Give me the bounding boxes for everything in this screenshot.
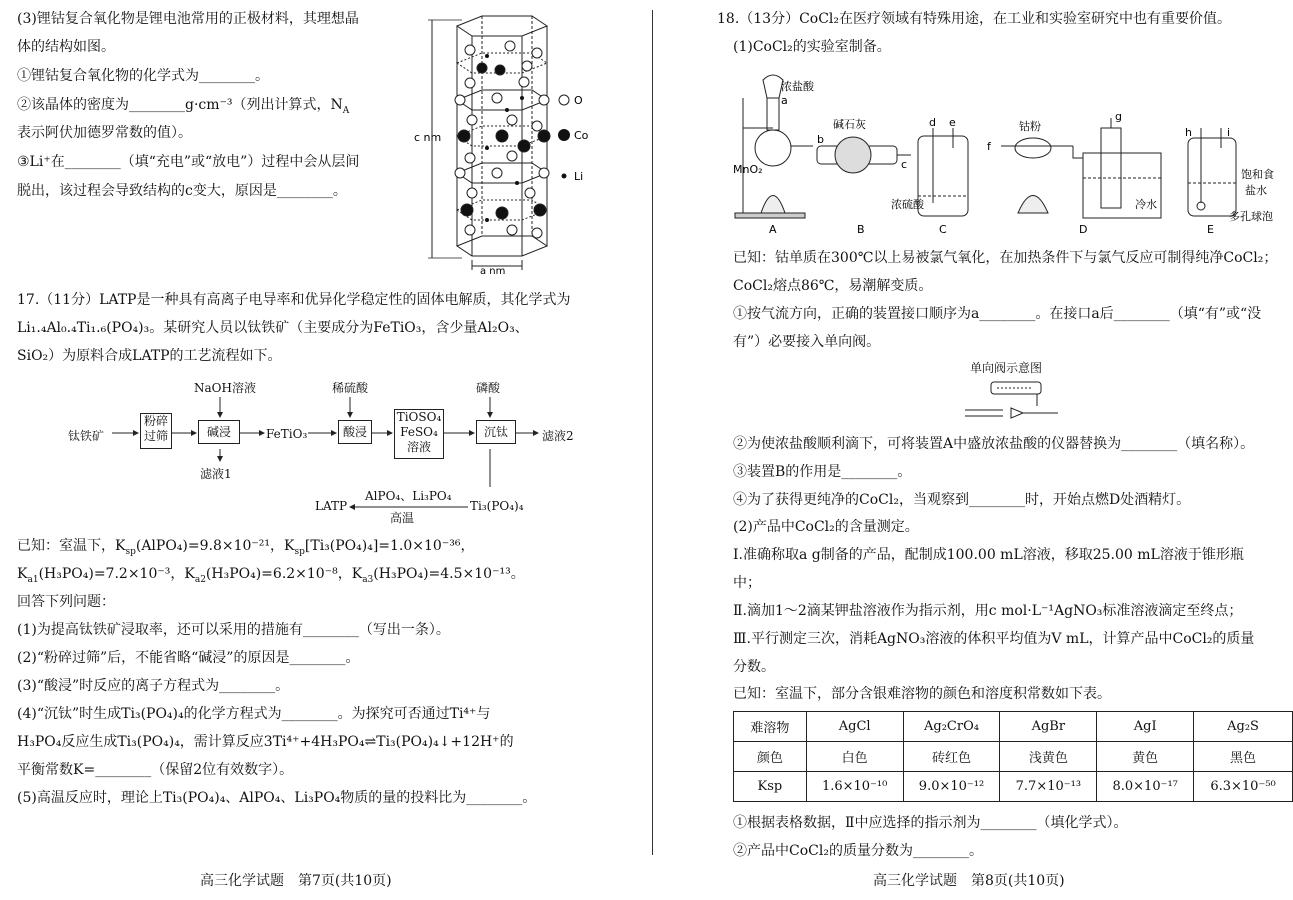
table-cell: AgCl: [806, 712, 903, 742]
q16-line-4: ②该晶体的密度为________g·cm⁻³（列出计算式，$N_A$: [17, 97, 350, 116]
table-cell: Ag₂S: [1194, 712, 1293, 742]
q16-line-5: 表示阿伏加德罗常数的值）。: [17, 125, 192, 141]
q18-q1-line-a: ①按气流方向，正确的装置接口顺序为a________。在接口a后________（填“有”或“没: [733, 306, 1262, 322]
label-port-b: b: [817, 133, 824, 146]
flow-high-temp: 高温: [390, 511, 415, 525]
q17-known-2: $K_{a1}(H_3PO_4)=7.2\times 10^{-3}$，$K_{a2}(H_3PO_4)=6.2\times 10^{-8}$，$K_{a3}(H_3PO_4)=4.5\times 10^{-13}$。: [17, 566, 525, 585]
flow-filtrate2: 滤液2: [542, 429, 574, 443]
label-brine-1: 饱和食: [1241, 168, 1274, 181]
q18-answer-1: ①根据表格数据，Ⅱ中应选择的指示剂为________（填化学式）。: [733, 815, 1128, 831]
q17-sub-4c: 平衡常数K=________（保留2位有效数字）。: [17, 762, 294, 778]
legend-o-label: O: [574, 94, 583, 107]
c-length-label: c nm: [414, 131, 442, 144]
label-port-i: i: [1227, 126, 1231, 139]
q17-known-1: 已知：室温下，$K_{sp}(AlPO_4)=9.8\times 10^{-21}$，$K_{sp}[Ti_3(PO_4)_4]=1.0\times 10^{-36}$，: [17, 538, 475, 557]
q17-line-2: Li₁.₄Al₀.₄Ti₁.₆(PO₄)₃。某研究人员以钛铁矿（主要成分为FeTiO₃，含少量Al₂O₃、: [17, 320, 529, 336]
right-page-footer: 高三化学试题 第8页(共10页): [873, 873, 1065, 889]
q18-line-2: (1)CoCl₂的实验室制备。: [733, 39, 891, 55]
label-mno2: MnO₂: [733, 163, 763, 176]
q16-line-3: ①锂钴复合氧化物的化学式为________。: [17, 68, 269, 84]
q16-line-7: 脱出，该过程会导致结构的c变大，原因是________。: [17, 183, 347, 199]
flow-dilute-acid: 稀硫酸: [332, 381, 369, 395]
q17-line-3: SiO₂）为原料合成LATP的工艺流程如下。: [17, 348, 282, 364]
label-brine-2: 盐水: [1245, 184, 1267, 197]
legend-co-label: Co: [574, 129, 589, 142]
legend-li-label: Li: [574, 170, 584, 183]
table-cell: 6.3×10⁻⁵⁰: [1194, 772, 1293, 802]
label-port-g: g: [1115, 110, 1122, 123]
flow-crush-box: 粉碎 过筛: [140, 413, 172, 449]
q18-q2: ②为使浓盐酸顺利滴下，可将装置A中盛放浓盐酸的仪器替换为________（填名称）。: [733, 436, 1255, 452]
flow-ore: 钛铁矿: [68, 429, 105, 443]
label-port-f: f: [987, 140, 991, 153]
q18-known-3: 已知：室温下，部分含银难溶物的颜色和溶度积常数如下表。: [733, 686, 1111, 702]
flow-filtrate1: 滤液1: [200, 467, 232, 481]
label-device-e: E: [1207, 223, 1214, 236]
legend-co-icon: [558, 129, 570, 141]
q18-q4: ④为了获得更纯净的CoCl₂，当观察到________时，开始点燃D处酒精灯。: [733, 492, 1191, 508]
label-co-powder: 钴粉: [1019, 120, 1041, 133]
label-device-a: A: [769, 223, 777, 236]
q17-line-1: 17.（11分）LATP是一种具有高离子电导率和优异化学稳定性的固体电解质，其化学式为: [17, 292, 571, 308]
label-port-e: e: [949, 116, 956, 129]
label-conc-hcl: 浓盐酸: [781, 80, 814, 93]
flow-phosphoric-acid: 磷酸: [476, 381, 501, 395]
table-cell: 黑色: [1194, 742, 1293, 772]
q18-q3: ③装置B的作用是________。: [733, 464, 912, 480]
q16-line-6: ③Li⁺在________（填“充电”或“放电”）过程中会从层间: [17, 154, 360, 170]
label-port-h: h: [1185, 126, 1192, 139]
flow-naoh: NaOH溶液: [194, 381, 256, 395]
label-device-d: D: [1079, 223, 1088, 236]
valve-title: 单向阀示意图: [970, 361, 1043, 375]
crystal-structure-figure: [412, 8, 612, 278]
q18-answer-2: ②产品中CoCl₂的质量分数为________。: [733, 843, 983, 859]
page-divider: [652, 10, 653, 855]
q17-sub-4b: H₃PO₄反应生成Ti₃(PO₄)₄，需计算反应3Ti⁴⁺+4H₃PO₄⇌Ti₃(PO₄)₄↓+12H⁺的: [17, 734, 514, 750]
label-port-a: a: [781, 94, 788, 107]
table-row: [734, 712, 1293, 742]
flow-fetio3: FeTiO₃: [266, 427, 308, 441]
check-valve-diagram: [963, 380, 1063, 422]
table-cell: Ksp: [734, 772, 807, 802]
label-cold-water: 冷水: [1135, 198, 1157, 211]
q17-sub-1: (1)为提高钛铁矿浸取率，还可以采用的措施有________（写出一条）。: [17, 622, 450, 638]
q16-line-1: (3)锂钴复合氧化物是锂电池常用的正极材料，其理想晶: [17, 11, 359, 27]
q18-step-1b: 中；: [733, 575, 761, 591]
q17-sub-5: (5)高温反应时，理论上Ti₃(PO₄)₄、AlPO₄、Li₃PO₄物质的量的投料比为________。: [17, 790, 537, 806]
flow-latp: LATP: [315, 499, 348, 513]
legend-o-icon: [559, 95, 569, 105]
label-device-b: B: [857, 223, 865, 236]
label-porous-bubbler: 多孔球泡: [1229, 210, 1273, 223]
q18-q1-line-b: 有”）必要接入单向阀。: [733, 334, 881, 350]
left-page-footer: 高三化学试题 第7页(共10页): [200, 873, 392, 889]
table-cell: 颜色: [734, 742, 807, 772]
flow-ti3po4: Ti₃(PO₄)₄: [470, 499, 524, 513]
flow-reagents: AlPO₄、Li₃PO₄: [365, 489, 452, 503]
table-cell: AgI: [1097, 712, 1194, 742]
flow-acid-box: 酸浸: [338, 420, 372, 444]
table-cell: 难溶物: [734, 712, 807, 742]
table-row: [734, 772, 1293, 802]
q17-sub-3: (3)“酸浸”时反应的离子方程式为________。: [17, 678, 290, 694]
label-conc-h2so4: 浓硫酸: [891, 198, 924, 211]
table-cell: 黄色: [1097, 742, 1194, 772]
a-length-label: a nm: [480, 266, 506, 277]
q18-known-2: CoCl₂熔点86℃，易潮解变质。: [733, 278, 933, 294]
table-cell: 砖红色: [903, 742, 1000, 772]
table-cell: 白色: [806, 742, 903, 772]
q18-line-1: 18.（13分）CoCl₂在医疗领域有特殊用途，在工业和实验室研究中也有重要价值。: [717, 11, 1232, 27]
q18-step-2: Ⅱ.滴加1～2滴某钾盐溶液作为指示剂，用c mol·L⁻¹AgNO₃标准溶液滴定至终点；: [733, 603, 1243, 619]
legend-li-icon: [562, 174, 567, 179]
q18-known-1: 已知：钴单质在300℃以上易被氯气氧化，在加热条件下与氯气反应可制得纯净CoCl₂；: [733, 250, 1278, 266]
table-cell: 1.6×10⁻¹⁰: [806, 772, 903, 802]
table-cell: 7.7×10⁻¹³: [1000, 772, 1097, 802]
q17-answer-intro: 回答下列问题：: [17, 594, 115, 610]
q18-step-3b: 分数。: [733, 659, 775, 675]
label-device-c: C: [939, 223, 947, 236]
table-cell: 浅黄色: [1000, 742, 1097, 772]
solubility-table: [733, 711, 1293, 802]
flow-alkali-box: 碱浸: [198, 420, 240, 444]
q18-step-1a: Ⅰ.准确称取a g制备的产品，配制成100.00 mL溶液，移取25.00 mL溶液于锥形瓶: [733, 547, 1244, 563]
table-cell: Ag₂CrO₄: [903, 712, 1000, 742]
label-port-c: c: [901, 158, 908, 171]
q18-part-2: (2)产品中CoCl₂的含量测定。: [733, 519, 919, 535]
flow-precip-box: 沉钛: [476, 420, 516, 444]
process-flowchart: [60, 375, 620, 525]
apparatus-diagram: [733, 68, 1293, 236]
table-cell: 8.0×10⁻¹⁷: [1097, 772, 1194, 802]
table-cell: 9.0×10⁻¹²: [903, 772, 1000, 802]
table-row: [734, 742, 1293, 772]
q17-sub-4a: (4)“沉钛”时生成Ti₃(PO₄)₄的化学方程式为________。为探究可否通过Ti⁴⁺与: [17, 706, 491, 722]
q16-line-2: 体的结构如图。: [17, 39, 115, 55]
flow-solution-box: TiOSO₄ FeSO₄ 溶液: [394, 409, 444, 459]
label-sodalime: 碱石灰: [833, 118, 866, 131]
label-port-d: d: [929, 116, 936, 129]
table-cell: AgBr: [1000, 712, 1097, 742]
q18-step-3a: Ⅲ.平行测定三次，消耗AgNO₃溶液的体积平均值为V mL，计算产品中CoCl₂的质量: [733, 631, 1255, 647]
q17-sub-2: (2)“粉碎过筛”后，不能省略“碱浸”的原因是________。: [17, 650, 360, 666]
